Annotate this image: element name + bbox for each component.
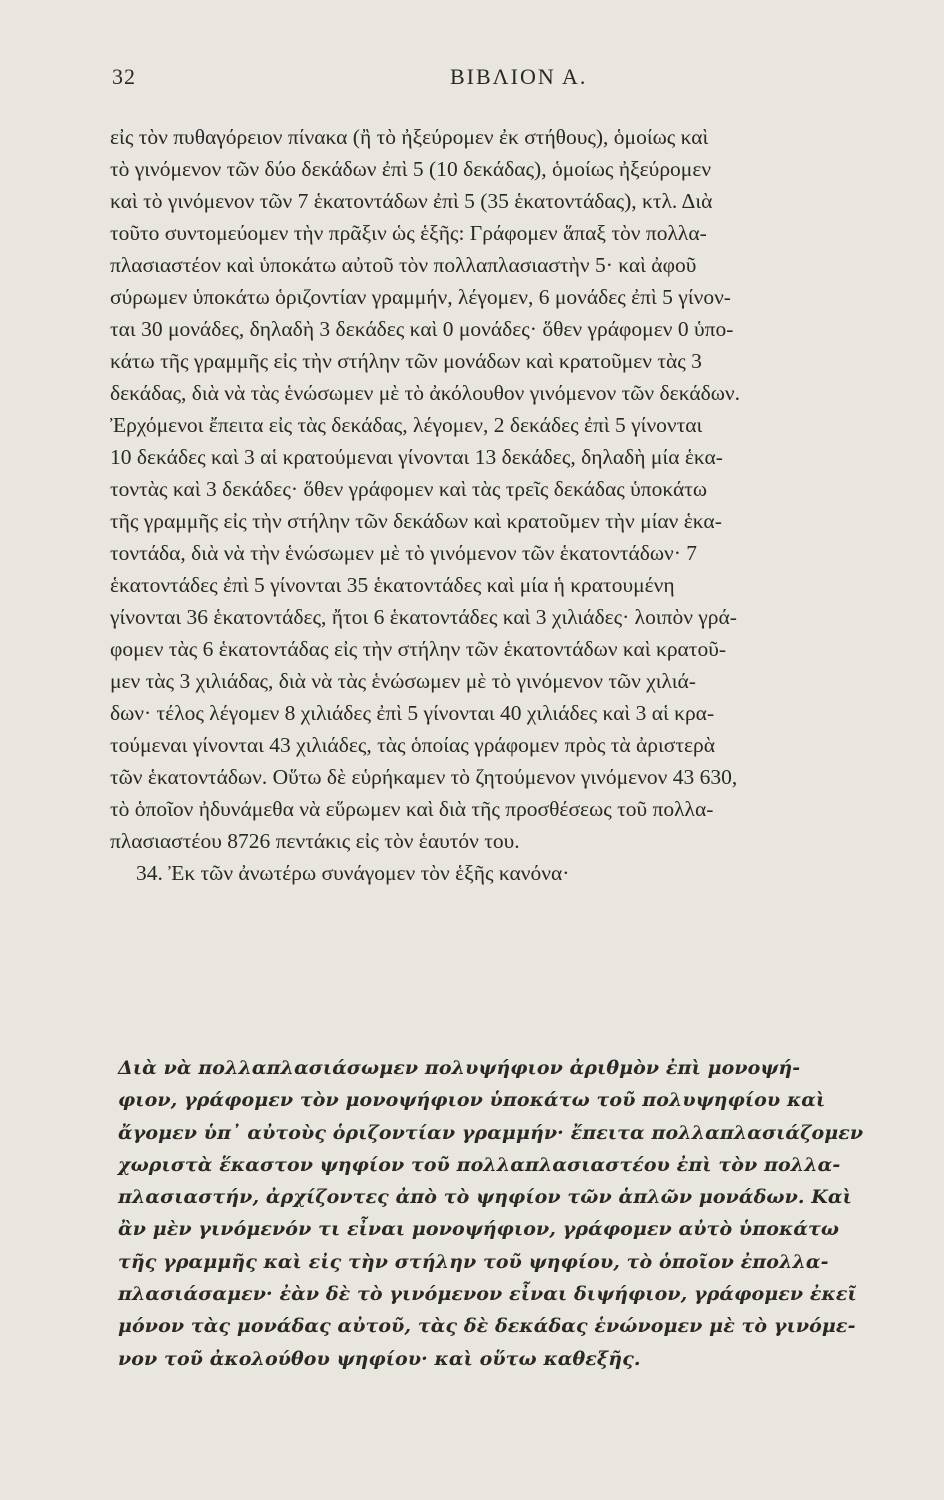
text-line: φομεν τὰς 6 ἑκατοντάδας εἰς τὴν στήλην τῶν ἑκατοντάδων καὶ κρατοῦ-: [110, 637, 727, 661]
running-title: ΒΙΒΛΙΟΝ Α.: [450, 64, 588, 89]
text-line: τούμεναι γίνονται 43 χιλιάδες, τὰς ὁποίας γράφομεν πρὸς τὰ ἀριστερὰ: [110, 733, 716, 757]
text-line: γίνονται 36 ἑκατοντάδες, ἤτοι 6 ἑκατοντάδες καὶ 3 χιλιάδες· λοιπὸν γρά-: [110, 605, 737, 629]
rule-line: φιον, γράφομεν τὸν μονοψήφιον ὑποκάτω τοῦ πολυψηφίου καὶ: [118, 1089, 826, 1112]
rule-line: ἂν μὲν γινόμενόν τι εἶναι μονοψήφιον, γράφομεν αὐτὸ ὑποκάτω: [118, 1218, 840, 1241]
text-line: κάτω τῆς γραμμῆς εἰς τὴν στήλην τῶν μονάδων καὶ κρατοῦμεν τὰς 3: [110, 349, 702, 373]
text-line: τῆς γραμμῆς εἰς τὴν στήλην τῶν δεκάδων καὶ κρατοῦμεν τὴν μίαν ἑκα-: [110, 509, 722, 533]
rule-line: Διὰ νὰ πολλαπλασιάσωμεν πολυψήφιον ἀριθμὸν ἐπὶ μονοψή-: [118, 1057, 801, 1079]
text-line: μεν τὰς 3 χιλιάδας, διὰ νὰ τὰς ἑνώσωμεν μὲ τὸ γινόμενον τῶν χιλιά-: [110, 669, 696, 693]
section-heading: 34. Ἐκ τῶν ἀνωτέρω συνάγομεν τὸν ἑξῆς κανόνα·: [136, 861, 570, 885]
text-line: δων· τέλος λέγομεν 8 χιλιάδες ἐπὶ 5 γίνονται 40 χιλιάδες καὶ 3 αἱ κρα-: [110, 701, 715, 725]
text-line: καὶ τὸ γινόμενον τῶν 7 ἑκατοντάδων ἐπὶ 5 (35 ἑκατοντάδας), κτλ. Διὰ: [110, 189, 713, 213]
text-line: 10 δεκάδες καὶ 3 αἱ κρατούμεναι γίνονται 13 δεκάδες, δηλαδὴ μία ἑκα-: [110, 445, 723, 469]
body-text: [110, 121, 940, 889]
text-line: τοντάδα, διὰ νὰ τὴν ἑνώσωμεν μὲ τὸ γινόμενον τῶν ἑκατοντάδων· 7: [110, 541, 698, 565]
page-number: 32: [112, 64, 136, 89]
rule-line: χωριστὰ ἕκαστον ψηφίον τοῦ πολλαπλασιαστέου ἐπὶ τὸν πολλα-: [118, 1153, 841, 1176]
page-header: [112, 64, 904, 98]
rule-line: μόνον τὰς μονάδας αὐτοῦ, τὰς δὲ δεκάδας ἑνώνομεν μὲ τὸ γινόμε-: [118, 1315, 856, 1338]
rule-line: νον τοῦ ἀκολούθου ψηφίου· καὶ οὕτω καθεξῆς.: [118, 1347, 641, 1370]
text-line: Ἐρχόμενοι ἔπειτα εἰς τὰς δεκάδας, λέγομεν, 2 δεκάδες ἐπὶ 5 γίνονται: [110, 413, 703, 437]
text-line: τῶν ἑκατοντάδων. Οὕτω δὲ εὑρήκαμεν τὸ ζητούμενον γινόμενον 43 630,: [110, 765, 738, 789]
rule-line: πλασιάσαμεν· ἐὰν δὲ τὸ γινόμενον εἶναι διψήφιον, γράφομεν ἐκεῖ: [118, 1283, 857, 1306]
text-line: τὸ ὁποῖον ἠδυνάμεθα νὰ εὕρωμεν καὶ διὰ τῆς προσθέσεως τοῦ πολλα-: [110, 797, 714, 821]
rule-line: πλασιαστήν, ἀρχίζοντες ἀπὸ τὸ ψηφίον τῶν ἁπλῶν μονάδων. Καὶ: [118, 1186, 852, 1209]
text-line: ἑκατοντάδες ἐπὶ 5 γίνονται 35 ἑκατοντάδες καὶ μία ἡ κρατουμένη: [110, 573, 675, 597]
text-line: τοῦτο συντομεύομεν τὴν πρᾶξιν ὡς ἑξῆς: Γράφομεν ἅπαξ τὸν πολλα-: [110, 221, 707, 245]
text-line: δεκάδας, διὰ νὰ τὰς ἑνώσωμεν μὲ τὸ ἀκόλουθον γινόμενον τῶν δεκάδων.: [110, 381, 740, 405]
rule-line: τῆς γραμμῆς καὶ εἰς τὴν στήλην τοῦ ψηφίου, τὸ ὁποῖον ἐπολλα-: [118, 1250, 829, 1273]
text-line: τὸ γινόμενον τῶν δύο δεκάδων ἐπὶ 5 (10 δεκάδας), ὁμοίως ἠξεύρομεν: [110, 157, 712, 181]
text-line: εἰς τὸν πυθαγόρειον πίνακα (ἢ τὸ ἠξεύρομεν ἐκ στήθους), ὁμοίως καὶ: [110, 125, 709, 149]
text-line: πλασιαστέου 8726 πεντάκις εἰς τὸν ἑαυτόν του.: [110, 829, 520, 853]
text-line: πλασιαστέον καὶ ὑποκάτω αὐτοῦ τὸν πολλαπλασιαστὴν 5· καὶ ἀφοῦ: [110, 253, 697, 277]
text-line: σύρωμεν ὑποκάτω ὁριζοντίαν γραμμήν, λέγομεν, 6 μονάδες ἐπὶ 5 γίνον-: [110, 285, 731, 309]
rule-block: [118, 1052, 938, 1375]
text-line: τοντὰς καὶ 3 δεκάδες· ὅθεν γράφομεν καὶ τὰς τρεῖς δεκάδας ὑποκάτω: [110, 477, 708, 501]
text-line: ται 30 μονάδες, δηλαδὴ 3 δεκάδες καὶ 0 μονάδες· ὅθεν γράφομεν 0 ὑπο-: [110, 317, 734, 341]
rule-line: ἄγομεν ὑπ᾽ αὐτοὺς ὁριζοντίαν γραμμήν· ἔπειτα πολλαπλασιάζομεν: [118, 1121, 864, 1144]
